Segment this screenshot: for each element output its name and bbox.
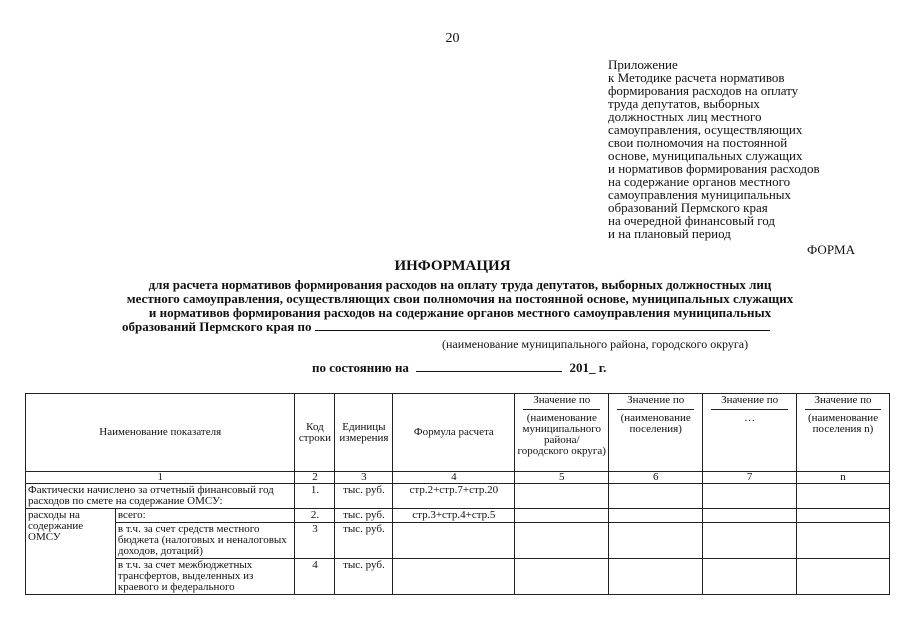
value-cell[interactable] [609, 509, 703, 523]
page-number: 20 [445, 31, 460, 46]
header-value-col6 [609, 394, 703, 472]
table-row [26, 559, 890, 595]
row-formula [393, 523, 515, 559]
row-units: тыс. руб. [335, 484, 393, 509]
row-formula: стр.3+стр.4+стр.5 [393, 509, 515, 523]
col-number: 7 [703, 472, 797, 484]
header-value-col5 [515, 394, 609, 472]
row-units: тыс. руб. [335, 523, 393, 559]
value-cell[interactable] [797, 509, 890, 523]
municipality-blank-field[interactable] [315, 320, 770, 331]
row-units: тыс. руб. [335, 559, 393, 595]
appendix-line: свои полномочия на постоянной [608, 135, 788, 150]
value-sub-label: (наименование муниципального района/ городского округа) [517, 412, 606, 457]
appendix-line: Приложение [608, 57, 678, 72]
value-cell[interactable] [515, 523, 609, 559]
value-cell[interactable] [797, 523, 890, 559]
value-sub-label: (наименование поселения) [620, 412, 691, 435]
subtitle-line: и нормативов формирования расходов на содержание органов местного самоуправления муниципальных [148, 305, 772, 320]
row-code: 3 [295, 523, 335, 559]
value-cell[interactable] [703, 559, 797, 595]
col-number: 2 [295, 472, 335, 484]
value-cell[interactable] [515, 509, 609, 523]
appendix-line: на очередной финансовый год [608, 213, 775, 228]
value-cell[interactable] [515, 484, 609, 509]
appendix-line: на содержание органов местного [608, 174, 791, 189]
col-number: 5 [515, 472, 609, 484]
value-cell[interactable] [797, 484, 890, 509]
as-of-suffix: 201_ г. [569, 360, 607, 375]
value-cell[interactable] [515, 559, 609, 595]
col-number: n [797, 472, 890, 484]
value-cell[interactable] [797, 559, 890, 595]
column-numbers-row [26, 472, 890, 484]
value-by-label: Значение по [711, 395, 788, 410]
appendix-line: труда депутатов, выборных [608, 96, 760, 111]
col-number: 4 [393, 472, 515, 484]
row-code: 1. [295, 484, 335, 509]
municipality-caption: (наименование муниципального района, городского округа) [442, 337, 749, 351]
row-indicator: Фактически начислено за отчетный финансовый год расходов по смете на содержание ОМСУ: [26, 484, 295, 509]
table-row [26, 484, 890, 509]
value-cell[interactable] [609, 559, 703, 595]
value-cell[interactable] [703, 523, 797, 559]
row-code: 2. [295, 509, 335, 523]
appendix-line: к Методике расчета нормативов [608, 70, 785, 85]
value-cell[interactable] [609, 484, 703, 509]
document-title: ИНФОРМАЦИЯ [394, 258, 511, 274]
subtitle-line-with-blank [60, 320, 860, 334]
appendix-line: формирования расходов на оплату [608, 83, 799, 98]
table-row [26, 523, 890, 559]
header-indicator: Наименование показателя [26, 394, 295, 472]
date-blank-field[interactable] [416, 361, 562, 372]
col-number: 6 [609, 472, 703, 484]
appendix-line: и нормативов формирования расходов [608, 161, 820, 176]
subtitle-line: образований Пермского края по [122, 319, 312, 334]
row-code: 4 [295, 559, 335, 595]
appendix-line: самоуправления муниципальных [608, 187, 792, 202]
header-code: Код строки [295, 394, 335, 472]
value-by-label: Значение по [805, 395, 881, 410]
subtitle-line: местного самоуправления, осуществляющих свои полномочия на постоянной основе, муниципальных служащих [126, 291, 794, 306]
value-by-label: Значение по [617, 395, 694, 410]
row-indicator: в т.ч. за счет средств местного бюджета (налоговых и неналоговых доходов, дотаций) [115, 523, 295, 559]
row-formula: стр.2+стр.7+стр.20 [393, 484, 515, 509]
value-cell[interactable] [703, 484, 797, 509]
row-indicator: в т.ч. за счет межбюджетных трансфертов, выделенных из краевого и федерального [115, 559, 295, 595]
row-group-label: расходы на содержание ОМСУ [26, 509, 116, 595]
value-cell[interactable] [703, 509, 797, 523]
header-formula: Формула расчета [393, 394, 515, 472]
table-header-row [26, 394, 890, 472]
appendix-note [608, 58, 820, 240]
appendix-line: и на плановый период [608, 226, 731, 241]
value-sub-label: (наименование поселения n) [807, 412, 879, 435]
row-formula [393, 559, 515, 595]
appendix-line: образований Пермского края [608, 200, 768, 215]
value-sub-label: … [744, 412, 756, 424]
appendix-line: основе, муниципальных служащих [608, 148, 803, 163]
value-by-label: Значение по [523, 395, 600, 410]
table-row [26, 509, 890, 523]
subtitle-line: для расчета нормативов формирования расходов на оплату труда депутатов, выборных должностных лиц [148, 277, 772, 292]
form-label: ФОРМА [807, 242, 855, 257]
appendix-line: самоуправления, осуществляющих [608, 122, 803, 137]
value-cell[interactable] [609, 523, 703, 559]
header-units: Единицы измерения [335, 394, 393, 472]
col-number: 1 [26, 472, 295, 484]
header-value-coln [797, 394, 890, 472]
as-of-prefix: по состоянию на [312, 360, 409, 375]
document-subtitle [60, 278, 860, 334]
row-units: тыс. руб. [335, 509, 393, 523]
row-indicator: всего: [115, 509, 295, 523]
appendix-line: должностных лиц местного [608, 109, 762, 124]
indicators-table [25, 393, 890, 595]
as-of-date [312, 360, 606, 376]
col-number: 3 [335, 472, 393, 484]
header-value-col7 [703, 394, 797, 472]
